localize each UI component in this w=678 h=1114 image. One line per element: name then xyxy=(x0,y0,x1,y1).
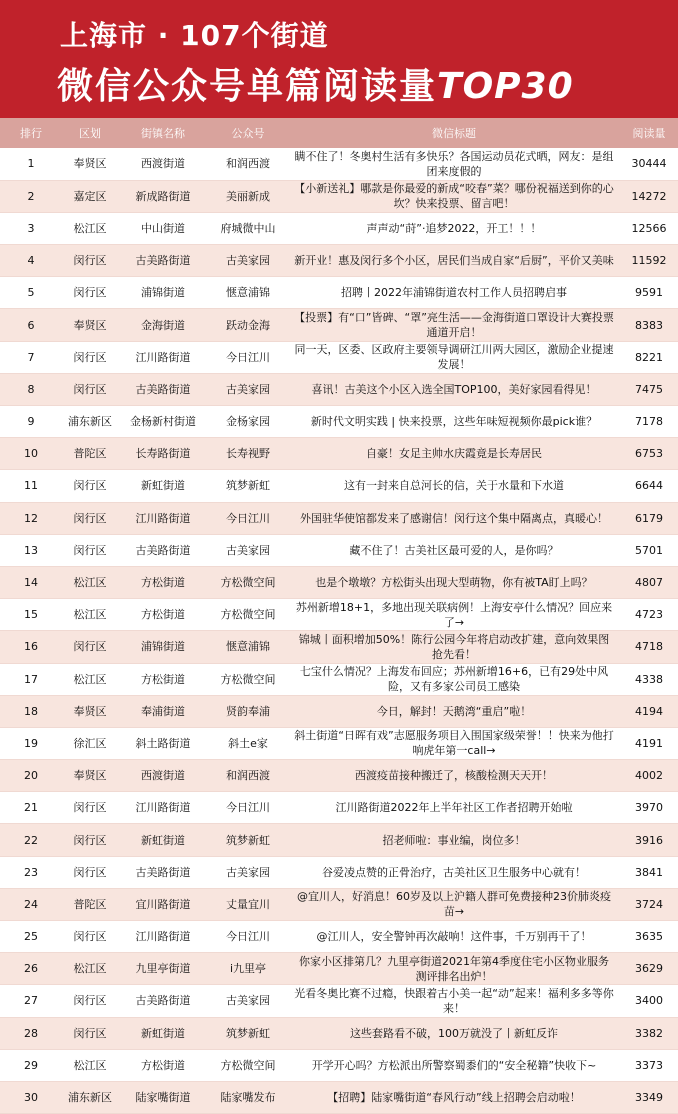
cell-district: 奉贤区 xyxy=(62,760,118,792)
column-header-district: 区划 xyxy=(79,127,101,140)
cell-rank: 10 xyxy=(0,438,62,470)
cell-reads: 4002 xyxy=(620,760,678,792)
cell-title: 瞒不住了！冬奥村生活有多快乐？各国运动员花式晒，网友：是组团来度假的 xyxy=(288,148,620,180)
table-row xyxy=(0,921,678,953)
cell-title: 西渡疫苗接种搬迁了，核酸检测天天开！ xyxy=(288,760,620,792)
cell-rank: 23 xyxy=(0,856,62,888)
table-row xyxy=(0,953,678,985)
column-header-rank: 排行 xyxy=(20,127,42,140)
cell-title: 声声动“莳”·追梦2022，开工！！！ xyxy=(288,212,620,244)
cell-reads: 6753 xyxy=(620,438,678,470)
cell-rank: 4 xyxy=(0,245,62,277)
cell-rank: 20 xyxy=(0,760,62,792)
cell-account: 惬意浦锦 xyxy=(208,631,288,663)
cell-account: 古美家园 xyxy=(208,373,288,405)
cell-reads: 7178 xyxy=(620,406,678,438)
cell-street: 古美路街道 xyxy=(118,856,208,888)
cell-account: 贤韵奉浦 xyxy=(208,695,288,727)
cell-street: 浦锦街道 xyxy=(118,277,208,309)
cell-street: 古美路街道 xyxy=(118,245,208,277)
cell-reads: 4718 xyxy=(620,631,678,663)
cell-district: 闵行区 xyxy=(62,341,118,373)
cell-account: 古美家园 xyxy=(208,534,288,566)
table-row xyxy=(0,824,678,856)
cell-reads: 3373 xyxy=(620,1049,678,1081)
table-row xyxy=(0,1049,678,1081)
cell-rank: 17 xyxy=(0,663,62,695)
table-row xyxy=(0,1081,678,1113)
cell-reads: 3635 xyxy=(620,921,678,953)
cell-street: 古美路街道 xyxy=(118,534,208,566)
table-row xyxy=(0,502,678,534)
cell-district: 闵行区 xyxy=(62,534,118,566)
table-row xyxy=(0,148,678,180)
cell-street: 斜土路街道 xyxy=(118,727,208,759)
cell-reads: 12566 xyxy=(620,212,678,244)
cell-title: 新开业！惠及闵行多个小区，居民们当成自家“后厨”，平价又美味 xyxy=(288,245,620,277)
cell-street: 方松街道 xyxy=(118,663,208,695)
cell-street: 宜川路街道 xyxy=(118,888,208,920)
cell-street: 九里亭街道 xyxy=(118,953,208,985)
cell-account: 筑梦新虹 xyxy=(208,824,288,856)
cell-account: 筑梦新虹 xyxy=(208,1017,288,1049)
cell-street: 长寿路街道 xyxy=(118,438,208,470)
cell-street: 西渡街道 xyxy=(118,760,208,792)
cell-title: 【投票】有“口”皆碑、“罩”亮生活——金海街道口罩设计大赛投票通道开启！ xyxy=(288,309,620,341)
cell-title: 这些套路看不破，100万就没了丨新虹反诈 xyxy=(288,1017,620,1049)
cell-district: 奉贤区 xyxy=(62,695,118,727)
cell-reads: 3841 xyxy=(620,856,678,888)
cell-account: 斜土e家 xyxy=(208,727,288,759)
cell-title: 锦城丨面积增加50%！陈行公园今年将启动改扩建，意向效果图抢先看！ xyxy=(288,631,620,663)
cell-account: 今日江川 xyxy=(208,921,288,953)
cell-account: 古美家园 xyxy=(208,856,288,888)
table-row xyxy=(0,1017,678,1049)
cell-reads: 8383 xyxy=(620,309,678,341)
table-row xyxy=(0,373,678,405)
ranking-table xyxy=(0,118,678,1114)
cell-district: 普陀区 xyxy=(62,438,118,470)
cell-street: 江川路街道 xyxy=(118,921,208,953)
cell-reads: 3349 xyxy=(620,1081,678,1113)
cell-street: 新虹街道 xyxy=(118,470,208,502)
header-title-prefix: 微信公众号单篇阅读量 xyxy=(57,66,438,107)
cell-title: 江川路街道2022年上半年社区工作者招聘开始啦 xyxy=(288,792,620,824)
cell-reads: 7475 xyxy=(620,373,678,405)
cell-account: 方松微空间 xyxy=(208,566,288,598)
cell-account: 美丽新成 xyxy=(208,180,288,212)
cell-rank: 13 xyxy=(0,534,62,566)
cell-rank: 30 xyxy=(0,1081,62,1113)
cell-district: 闵行区 xyxy=(62,985,118,1017)
cell-title: 这有一封来自总河长的信，关于水量和下水道 xyxy=(288,470,620,502)
cell-title: 七宝什么情况？上海发布回应；苏州新增16+6，已有29处中风险，又有多家公司员工感染 xyxy=(288,663,620,695)
table-row xyxy=(0,534,678,566)
cell-district: 浦东新区 xyxy=(62,406,118,438)
cell-rank: 29 xyxy=(0,1049,62,1081)
cell-rank: 9 xyxy=(0,406,62,438)
table-row xyxy=(0,566,678,598)
table-row xyxy=(0,888,678,920)
cell-rank: 21 xyxy=(0,792,62,824)
cell-title: 喜讯！古美这个小区入选全国TOP100，美好家园看得见！ xyxy=(288,373,620,405)
cell-title: 招老师啦：事业编，岗位多！ xyxy=(288,824,620,856)
table-row xyxy=(0,212,678,244)
cell-title: 外国驻华使馆都发来了感谢信！闵行这个集中隔离点，真暖心！ xyxy=(288,502,620,534)
column-header-title: 微信标题 xyxy=(432,127,476,140)
table-row xyxy=(0,277,678,309)
cell-rank: 15 xyxy=(0,599,62,631)
cell-rank: 19 xyxy=(0,727,62,759)
column-header-reads: 阅读量 xyxy=(632,127,666,140)
cell-reads: 3724 xyxy=(620,888,678,920)
cell-title: 今日，解封！天鹅湾“重启”啦！ xyxy=(288,695,620,727)
cell-title: 【小新送礼】哪款是你最爱的新成“咬春”菜？哪份祝福送到你的心坎？快来投票、留言吧！ xyxy=(288,180,620,212)
table-row xyxy=(0,599,678,631)
cell-rank: 28 xyxy=(0,1017,62,1049)
cell-title: @宜川人，好消息！60岁及以上沪籍人群可免费接种23价肺炎疫苗→ xyxy=(288,888,620,920)
cell-account: 府城微中山 xyxy=(208,212,288,244)
cell-reads: 3382 xyxy=(620,1017,678,1049)
table-row xyxy=(0,985,678,1017)
table-row xyxy=(0,663,678,695)
cell-district: 闵行区 xyxy=(62,502,118,534)
cell-district: 奉贤区 xyxy=(62,309,118,341)
cell-district: 闵行区 xyxy=(62,792,118,824)
cell-title: 开学开心吗？方松派出所警察蜀黍们的“安全秘籍”快收下~ xyxy=(288,1049,620,1081)
cell-rank: 5 xyxy=(0,277,62,309)
cell-account: 惬意浦锦 xyxy=(208,277,288,309)
cell-reads: 4191 xyxy=(620,727,678,759)
cell-rank: 25 xyxy=(0,921,62,953)
cell-district: 闵行区 xyxy=(62,245,118,277)
cell-district: 闵行区 xyxy=(62,470,118,502)
cell-account: i九里亭 xyxy=(208,953,288,985)
table-row xyxy=(0,695,678,727)
cell-title: 藏不住了！古美社区最可爱的人，是你吗？ xyxy=(288,534,620,566)
table-row xyxy=(0,856,678,888)
cell-account: 方松微空间 xyxy=(208,663,288,695)
cell-district: 嘉定区 xyxy=(62,180,118,212)
cell-account: 金杨家园 xyxy=(208,406,288,438)
cell-street: 浦锦街道 xyxy=(118,631,208,663)
cell-district: 闵行区 xyxy=(62,921,118,953)
cell-street: 方松街道 xyxy=(118,599,208,631)
cell-rank: 8 xyxy=(0,373,62,405)
cell-reads: 4194 xyxy=(620,695,678,727)
cell-district: 闵行区 xyxy=(62,373,118,405)
cell-reads: 6179 xyxy=(620,502,678,534)
cell-reads: 4338 xyxy=(620,663,678,695)
cell-rank: 16 xyxy=(0,631,62,663)
cell-rank: 22 xyxy=(0,824,62,856)
cell-reads: 5701 xyxy=(620,534,678,566)
cell-street: 奉浦街道 xyxy=(118,695,208,727)
table-body xyxy=(0,148,678,1114)
cell-rank: 12 xyxy=(0,502,62,534)
cell-account: 和润西渡 xyxy=(208,148,288,180)
cell-district: 松江区 xyxy=(62,1049,118,1081)
cell-reads: 30444 xyxy=(620,148,678,180)
cell-reads: 3629 xyxy=(620,953,678,985)
cell-account: 今日江川 xyxy=(208,792,288,824)
cell-reads: 3916 xyxy=(620,824,678,856)
cell-district: 普陀区 xyxy=(62,888,118,920)
cell-account: 丈量宜川 xyxy=(208,888,288,920)
header-title-line1: 上海市 · 107个街道 xyxy=(60,19,329,52)
column-header-account: 公众号 xyxy=(231,127,265,140)
cell-district: 松江区 xyxy=(62,212,118,244)
cell-title: 斜土街道“日晖有戏”志愿服务项目入围国家级荣誉！！快来为他打响虎年第一call→ xyxy=(288,727,620,759)
cell-street: 方松街道 xyxy=(118,1049,208,1081)
cell-street: 西渡街道 xyxy=(118,148,208,180)
cell-street: 新虹街道 xyxy=(118,824,208,856)
cell-street: 江川路街道 xyxy=(118,792,208,824)
page-header xyxy=(0,0,678,118)
cell-reads: 6644 xyxy=(620,470,678,502)
cell-reads: 14272 xyxy=(620,180,678,212)
header-title-line2 xyxy=(57,58,574,109)
cell-street: 江川路街道 xyxy=(118,502,208,534)
cell-district: 闵行区 xyxy=(62,1017,118,1049)
cell-street: 中山街道 xyxy=(118,212,208,244)
cell-account: 今日江川 xyxy=(208,341,288,373)
table-header-row xyxy=(0,118,678,148)
cell-account: 跃动金海 xyxy=(208,309,288,341)
table-row xyxy=(0,438,678,470)
cell-reads: 8221 xyxy=(620,341,678,373)
cell-rank: 6 xyxy=(0,309,62,341)
cell-title: 光看冬奥比赛不过瘾，快跟着古小美一起“动”起来！福利多多等你来！ xyxy=(288,985,620,1017)
cell-account: 古美家园 xyxy=(208,985,288,1017)
cell-account: 今日江川 xyxy=(208,502,288,534)
cell-title: @江川人，安全警钟再次敲响！这件事，千万别再干了！ xyxy=(288,921,620,953)
cell-rank: 3 xyxy=(0,212,62,244)
cell-street: 新成路街道 xyxy=(118,180,208,212)
table-row xyxy=(0,245,678,277)
cell-reads: 3970 xyxy=(620,792,678,824)
cell-reads: 11592 xyxy=(620,245,678,277)
cell-street: 古美路街道 xyxy=(118,985,208,1017)
cell-title: 谷爱凌点赞的正骨治疗，古美社区卫生服务中心就有！ xyxy=(288,856,620,888)
cell-reads: 4807 xyxy=(620,566,678,598)
cell-district: 闵行区 xyxy=(62,631,118,663)
cell-account: 古美家园 xyxy=(208,245,288,277)
cell-title: 也是个墩墩？方松街头出现大型萌物，你有被TA盯上吗？ xyxy=(288,566,620,598)
column-header-street: 街镇名称 xyxy=(141,127,185,140)
table-row xyxy=(0,727,678,759)
cell-title: 你家小区排第几？九里亭街道2021年第4季度住宅小区物业服务测评排名出炉！ xyxy=(288,953,620,985)
cell-account: 方松微空间 xyxy=(208,599,288,631)
cell-title: 自豪！女足主帅水庆霞竟是长寿居民 xyxy=(288,438,620,470)
cell-street: 方松街道 xyxy=(118,566,208,598)
table-row xyxy=(0,180,678,212)
cell-rank: 1 xyxy=(0,148,62,180)
table-row xyxy=(0,792,678,824)
cell-rank: 18 xyxy=(0,695,62,727)
cell-reads: 3400 xyxy=(620,985,678,1017)
cell-title: 同一天，区委、区政府主要领导调研江川两大园区，激励企业提速发展！ xyxy=(288,341,620,373)
table-row xyxy=(0,760,678,792)
cell-account: 方松微空间 xyxy=(208,1049,288,1081)
cell-street: 新虹街道 xyxy=(118,1017,208,1049)
cell-district: 闵行区 xyxy=(62,856,118,888)
cell-rank: 27 xyxy=(0,985,62,1017)
table-row xyxy=(0,631,678,663)
cell-street: 古美路街道 xyxy=(118,373,208,405)
cell-rank: 14 xyxy=(0,566,62,598)
cell-district: 松江区 xyxy=(62,566,118,598)
cell-street: 金杨新村街道 xyxy=(118,406,208,438)
cell-rank: 2 xyxy=(0,180,62,212)
cell-district: 闵行区 xyxy=(62,277,118,309)
header-title-suffix: TOP30 xyxy=(437,66,574,107)
cell-title: 苏州新增18+1，多地出现关联病例！上海安亭什么情况？回应来了→ xyxy=(288,599,620,631)
cell-account: 和润西渡 xyxy=(208,760,288,792)
cell-account: 陆家嘴发布 xyxy=(208,1081,288,1113)
cell-district: 浦东新区 xyxy=(62,1081,118,1113)
cell-account: 长寿视野 xyxy=(208,438,288,470)
cell-reads: 4723 xyxy=(620,599,678,631)
cell-street: 陆家嘴街道 xyxy=(118,1081,208,1113)
cell-district: 徐汇区 xyxy=(62,727,118,759)
cell-rank: 7 xyxy=(0,341,62,373)
cell-title: 新时代文明实践 | 快来投票，这些年味短视频你最pick谁？ xyxy=(288,406,620,438)
cell-district: 奉贤区 xyxy=(62,148,118,180)
cell-account: 筑梦新虹 xyxy=(208,470,288,502)
cell-district: 松江区 xyxy=(62,953,118,985)
cell-rank: 26 xyxy=(0,953,62,985)
cell-district: 闵行区 xyxy=(62,824,118,856)
cell-rank: 11 xyxy=(0,470,62,502)
table-row xyxy=(0,309,678,341)
cell-title: 【招聘】陆家嘴街道“春风行动”线上招聘会启动啦！ xyxy=(288,1081,620,1113)
cell-title: 招聘丨2022年浦锦街道农村工作人员招聘启事 xyxy=(288,277,620,309)
cell-street: 江川路街道 xyxy=(118,341,208,373)
cell-reads: 9591 xyxy=(620,277,678,309)
cell-street: 金海街道 xyxy=(118,309,208,341)
table-row xyxy=(0,470,678,502)
cell-rank: 24 xyxy=(0,888,62,920)
cell-district: 松江区 xyxy=(62,663,118,695)
table-row xyxy=(0,341,678,373)
cell-district: 松江区 xyxy=(62,599,118,631)
table-row xyxy=(0,406,678,438)
